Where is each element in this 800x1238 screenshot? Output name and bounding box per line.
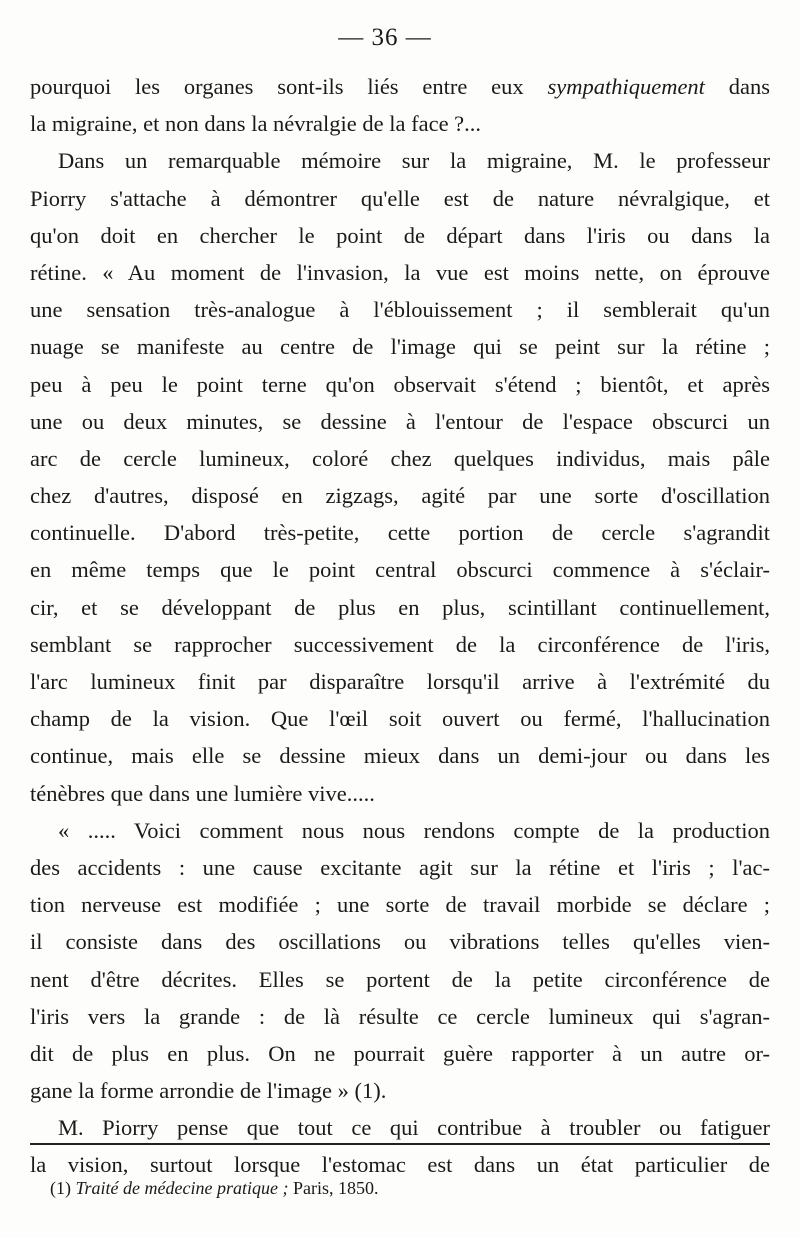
text-line: semblant se rapprocher successivement de la circonférence de l'iris, bbox=[30, 631, 770, 657]
text-line: la vision, surtout lorsque l'estomac est dans un état particulier de bbox=[30, 1152, 770, 1178]
text-line: dit de plus en plus. On ne pourrait guère rapporter à un autre or- bbox=[30, 1040, 770, 1066]
text-line: ténèbres que dans une lumière vive..... bbox=[30, 780, 375, 806]
text-line: l'iris vers la grande : de là résulte ce cercle lumineux qui s'agran- bbox=[30, 1003, 770, 1029]
text-line: peu à peu le point terne qu'on observait s'étend ; bientôt, et après bbox=[30, 371, 770, 397]
footnote-title: Traité de médecine pratique ; bbox=[75, 1178, 289, 1198]
footnote-citation: Paris, 1850. bbox=[292, 1178, 379, 1198]
text-line: en même temps que le point central obscurci commence à s'éclair- bbox=[30, 557, 770, 583]
text-line: gane la forme arrondie de l'image » (1). bbox=[30, 1078, 387, 1104]
text-line: continue, mais elle se dessine mieux dans un demi-jour ou dans les bbox=[30, 743, 770, 769]
text-line: rétine. « Au moment de l'invasion, la vue est moins nette, on éprouve bbox=[30, 259, 770, 285]
footnote-divider bbox=[30, 1143, 770, 1145]
text-line: M. Piorry pense que tout ce qui contribue à troubler ou fatiguer bbox=[58, 1115, 770, 1141]
text-line: nent d'être décrites. Elles se portent de la petite circonférence de bbox=[30, 966, 770, 992]
text-line: « ..... Voici comment nous nous rendons compte de la production bbox=[58, 817, 770, 843]
footnote bbox=[50, 1178, 378, 1199]
text-line: tion nerveuse est modifiée ; une sorte de travail morbide se déclare ; bbox=[30, 892, 770, 918]
text-line: cir, et se développant de plus en plus, scintillant continuellement, bbox=[30, 594, 770, 620]
text-line: chez d'autres, disposé en zigzags, agité par une sorte d'oscillation bbox=[30, 483, 770, 509]
body-text bbox=[30, 68, 770, 1184]
text-line: une ou deux minutes, se dessine à l'entour de l'espace obscurci un bbox=[30, 408, 770, 434]
text-line: Dans un remarquable mémoire sur la migraine, M. le professeur bbox=[58, 148, 770, 174]
text-line: une sensation très-analogue à l'éblouissement ; il semblerait qu'un bbox=[30, 297, 770, 323]
text-line: champ de la vision. Que l'œil soit ouvert ou fermé, l'hallucination bbox=[30, 706, 770, 732]
page-number: — 36 — bbox=[338, 24, 432, 51]
text-line: continuelle. D'abord très-petite, cette portion de cercle s'agrandit bbox=[30, 520, 770, 546]
footnote-marker: (1) bbox=[50, 1178, 71, 1198]
text-line: l'arc lumineux finit par disparaître lorsqu'il arrive à l'extrémité du bbox=[30, 669, 770, 694]
text-line: la migraine, et non dans la névralgie de la face ?... bbox=[30, 111, 482, 137]
text-line: des accidents : une cause excitante agit sur la rétine et l'iris ; l'ac- bbox=[30, 854, 770, 880]
text-line: il consiste dans des oscillations ou vibrations telles qu'elles vien- bbox=[30, 929, 770, 955]
text-line: qu'on doit en chercher le point de départ dans l'iris ou dans la bbox=[30, 222, 770, 248]
text-line: Piorry s'attache à démontrer qu'elle est de nature névralgique, et bbox=[30, 185, 770, 211]
text-line: pourquoi les organes sont-ils liés entre eux sympathiquement dans bbox=[30, 74, 770, 99]
text-line: arc de cercle lumineux, coloré chez quelques individus, mais pâle bbox=[30, 445, 770, 471]
text-line: nuage se manifeste au centre de l'image qui se peint sur la rétine ; bbox=[30, 334, 770, 360]
